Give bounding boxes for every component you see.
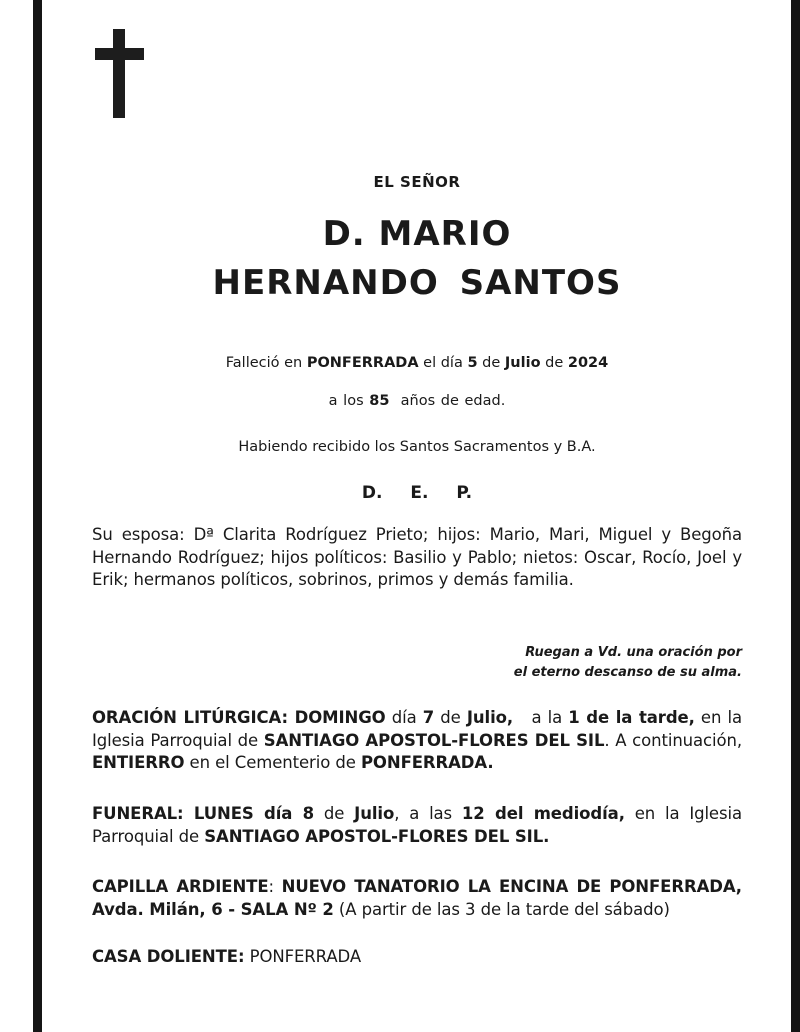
- age-info: a los 85 años de edad.: [328, 393, 506, 409]
- deceased-name-line1: D. MARIO: [322, 214, 512, 254]
- left-border: [33, 0, 42, 1032]
- funeral-paragraph: FUNERAL: LUNES día 8 de Julio, a las 12 del mediodía, en la Iglesia Parroquial de SANTIAGO APOSTOL-FLORES DEL SIL.: [92, 804, 742, 846]
- deceased-name-line2: HERNANDO SANTOS: [212, 263, 622, 303]
- family-paragraph: Su esposa: Dª Clarita Rodríguez Prieto; hijos: Mario, Mari, Miguel y Begoña Hernando Rodríguez; hijos políticos: Basilio y Pablo; nietos: Oscar, Rocío, Joel y Erik; hermanos políticos, sobrinos, primos y demás familia.: [92, 525, 742, 589]
- title-prefix: EL SEÑOR: [373, 173, 461, 191]
- capilla-ardiente-paragraph: CAPILLA ARDIENTE: NUEVO TANATORIO LA ENCINA DE PONFERRADA, Avda. Milán, 6 - SALA Nº 2 (A partir de las 3 de la tarde del sábado): [92, 877, 742, 919]
- casa-doliente-line: CASA DOLIENTE: PONFERRADA: [92, 947, 362, 966]
- rip-line: D. E. P.: [361, 483, 473, 503]
- right-border: [791, 0, 800, 1032]
- death-info: Falleció en PONFERRADA el día 5 de Julio de 2024: [225, 355, 609, 371]
- oracion-liturgica-paragraph: ORACIÓN LITÚRGICA: DOMINGO día 7 de Julio, a la 1 de la tarde, en la Iglesia Parroquial de SANTIAGO APOSTOL-FLORES DEL SIL. A continuación, ENTIERRO en el Cementerio de PONFERRADA.: [92, 708, 742, 772]
- sacraments-line: Habiendo recibido los Santos Sacramentos y B.A.: [238, 439, 596, 455]
- prayer-request: Ruegan a Vd. una oración por el eterno descanso de su alma.: [513, 645, 742, 680]
- cross-icon: [95, 29, 144, 118]
